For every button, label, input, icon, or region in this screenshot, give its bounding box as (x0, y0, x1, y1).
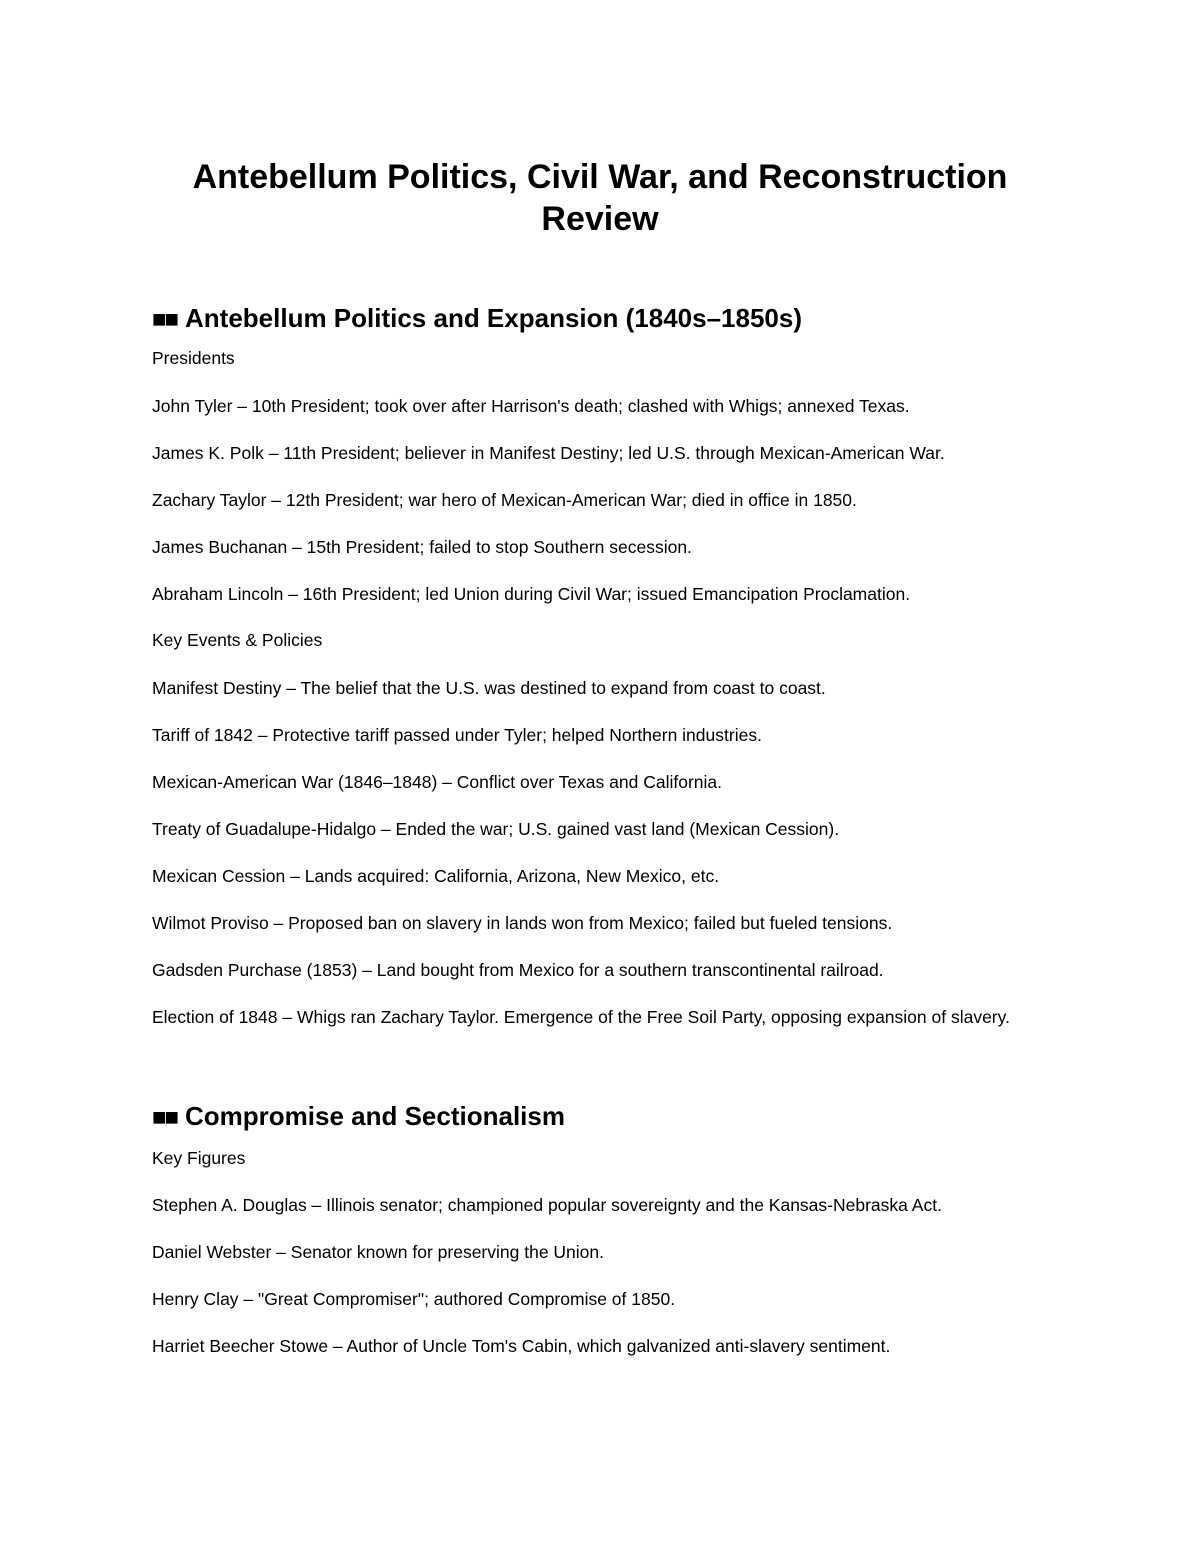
list-item: John Tyler – 10th President; took over after Harrison's death; clashed with Whigs; annexed Texas. (152, 396, 910, 416)
list-item: James K. Polk – 11th President; believer in Manifest Destiny; led U.S. through Mexican-American War. (152, 443, 945, 463)
list-item: Zachary Taylor – 12th President; war hero of Mexican-American War; died in office in 1850. (152, 490, 857, 510)
list-item: James Buchanan – 15th President; failed to stop Southern secession. (152, 537, 692, 557)
list-item: Harriet Beecher Stowe – Author of Uncle Tom's Cabin, which galvanized anti-slavery sentiment. (152, 1336, 891, 1356)
list-item: Manifest Destiny – The belief that the U.S. was destined to expand from coast to coast. (152, 678, 826, 698)
list-item: Mexican-American War (1846–1848) – Conflict over Texas and California. (152, 772, 722, 792)
list-item: Treaty of Guadalupe-Hidalgo – Ended the war; U.S. gained vast land (Mexican Cession). (152, 819, 840, 839)
section-heading-text: Compromise and Sectionalism (185, 1101, 565, 1131)
list-item: Mexican Cession – Lands acquired: California, Arizona, New Mexico, etc. (152, 866, 720, 886)
list-item: Election of 1848 – Whigs ran Zachary Taylor. Emergence of the Free Soil Party, opposing expansion of slavery. (152, 1007, 1010, 1027)
list-item: Daniel Webster – Senator known for preserving the Union. (152, 1242, 605, 1262)
square-bullets-icon: ■■ (152, 1104, 177, 1131)
list-item: Henry Clay – "Great Compromiser"; authored Compromise of 1850. (152, 1289, 676, 1309)
document-title: Antebellum Politics, Civil War, and Reconstruction Review (192, 158, 1008, 238)
section-heading-compromise (152, 1100, 565, 1134)
list-item: Stephen A. Douglas – Illinois senator; championed popular sovereignty and the Kansas-Nebraska Act. (152, 1195, 942, 1215)
list-item: Tariff of 1842 – Protective tariff passed under Tyler; helped Northern industries. (152, 725, 762, 745)
list-item: Abraham Lincoln – 16th President; led Union during Civil War; issued Emancipation Proclamation. (152, 584, 911, 604)
square-bullets-icon: ■■ (152, 306, 177, 333)
subheading-presidents: Presidents (152, 348, 235, 368)
section-heading-text: Antebellum Politics and Expansion (1840s–1850s) (185, 303, 803, 333)
subheading-key-figures: Key Figures (152, 1148, 246, 1168)
list-item: Wilmot Proviso – Proposed ban on slavery in lands won from Mexico; failed but fueled tensions. (152, 913, 893, 933)
list-item: Gadsden Purchase (1853) – Land bought from Mexico for a southern transcontinental railroad. (152, 960, 884, 980)
section-heading-antebellum (152, 302, 802, 336)
subheading-key-events: Key Events & Policies (152, 630, 323, 650)
